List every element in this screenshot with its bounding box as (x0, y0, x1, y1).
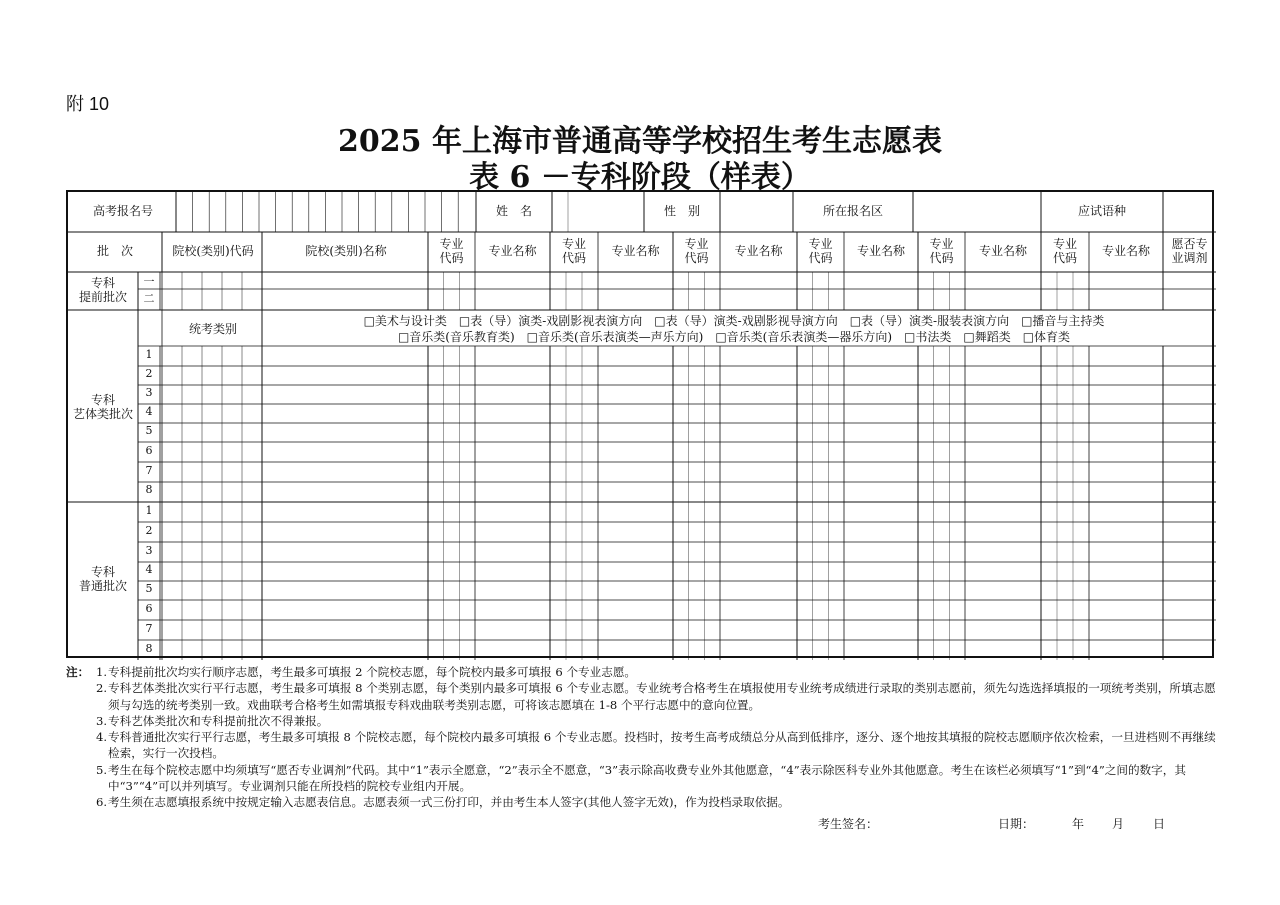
batch-column-header: 批 次 (96, 244, 133, 258)
year-label: 年 (1072, 817, 1085, 831)
major-name-column-header-4: 专业名称 (856, 244, 905, 258)
name-label: 姓 名 (495, 204, 532, 218)
art-row-4: 4 (145, 405, 153, 418)
major-code-column-header-5: 专业 代码 (929, 237, 954, 265)
form-title: 2025 年上海市普通高等学校招生考生志愿表 (338, 124, 942, 159)
early-row-2: 二 (143, 292, 155, 305)
day-label: 日 (1153, 817, 1166, 831)
note-item: 3. 专科艺体类批次和专科提前批次不得兼报。 (96, 713, 329, 728)
note-item: 2. 专科艺体类批次实行平行志愿，考生最多可填报 8 个类别志愿，每个类别内最多可填报 6 个专业志愿。专业统考合格考生在填报使用专业统考成绩进行录取的类别志愿前，须先勾选选择填报的一项统考类别，所填志愿须与勾选的统考类别一致。戏曲联考合格考生如需填报专科戏曲联考类别志愿，可将该志愿填在 1-8 个平行志愿中的意向位置。 (96, 681, 1216, 712)
note-item: 5. 考生在每个院校志愿中均须填写“愿否专业调剂”代码。其中“1”表示全愿意，“2”表示全不愿意，“3”表示除高收费专业外其他愿意，“4”表示除医科专业外其他愿意。考生在该栏必须填写“1”到“4”之间的数字，其中“3”“4”可以并列填写。专业调剂只能在所投档的院校专业组内开展。 (96, 762, 1186, 794)
art-row-7: 7 (145, 464, 153, 477)
early-batch-label: 专科 提前批次 (78, 276, 127, 304)
notes-section (66, 664, 1226, 811)
date-label: 日期： (998, 817, 1035, 831)
language-label: 应试语种 (1077, 204, 1126, 218)
art-row-5: 5 (145, 424, 153, 437)
region-label: 所在报名区 (822, 204, 883, 218)
art-row-2: 2 (145, 367, 153, 380)
general-row-1: 1 (145, 504, 153, 517)
art-category-options-line-1: □美术与设计类 □表（导）演类-戏剧影视表演方向 □表（导）演类-戏剧影视导演方向 □表（导）演类-服装表演方向 □播音与主持类 (363, 314, 1105, 328)
school-code-column-header: 院校(类别)代码 (172, 244, 254, 258)
art-row-8: 8 (145, 483, 153, 496)
general-row-6: 6 (145, 602, 153, 615)
month-label: 月 (1112, 817, 1125, 831)
major-code-column-header-3: 专业 代码 (684, 237, 709, 265)
general-batch-label: 专科 普通批次 (78, 565, 127, 593)
art-batch-label: 专科 艺体类批次 (72, 393, 133, 421)
note-item: 4. 专科普通批次实行平行志愿，考生最多可填报 8 个院校志愿，每个院校内最多可填报 6 个专业志愿。投档时，按考生高考成绩总分从高到低排序，逐分、逐个地按其填报的院校志愿顺序依次检索，一旦进档则不再继续检索，实行一次投档。 (96, 730, 1216, 761)
major-name-column-header-3: 专业名称 (734, 244, 783, 258)
art-category-options-line-2: □音乐类(音乐教育类) □音乐类(音乐表演类—声乐方向) □音乐类(音乐表演类—器乐方向) □书法类 □舞蹈类 □体育类 (397, 330, 1071, 344)
form-subtitle: 表 6 －专科阶段（样表） (469, 160, 811, 195)
school-name-column-header: 院校(类别)名称 (305, 244, 387, 258)
art-row-6: 6 (145, 444, 153, 457)
major-code-column-header-4: 专业 代码 (808, 237, 833, 265)
general-row-8: 8 (145, 642, 153, 655)
major-code-column-header-1: 专业 代码 (439, 237, 464, 265)
general-row-3: 3 (145, 544, 153, 557)
major-code-column-header-6: 专业 代码 (1052, 237, 1077, 265)
major-name-column-header-5: 专业名称 (978, 244, 1027, 258)
general-row-7: 7 (145, 622, 153, 635)
notes-heading: 注： (66, 665, 90, 679)
early-row-1: 一 (143, 275, 155, 288)
major-name-column-header-6: 专业名称 (1101, 244, 1150, 258)
major-code-column-header-2: 专业 代码 (561, 237, 586, 265)
general-row-4: 4 (145, 563, 153, 576)
general-row-2: 2 (145, 524, 153, 537)
art-row-1: 1 (145, 348, 153, 361)
application-form-table (66, 190, 1214, 658)
art-category-label: 统考类别 (188, 322, 237, 336)
major-name-column-header-1: 专业名称 (488, 244, 537, 258)
signature-label: 考生签名： (818, 817, 879, 831)
major-name-column-header-2: 专业名称 (611, 244, 660, 258)
note-item: 6. 考生须在志愿填报系统中按规定输入志愿表信息。志愿表须一式三份打印，并由考生本人签字(其他人签字无效)，作为投档录取依据。 (96, 795, 790, 810)
adjust-column-header: 愿否专 业调剂 (1171, 237, 1208, 265)
note-item: 注： 1. 专科提前批次均实行顺序志愿，考生最多可填报 2 个院校志愿，每个院校内最多可填报 6 个专业志愿。 (66, 665, 637, 679)
exam-no-label: 高考报名号 (92, 204, 153, 218)
art-row-3: 3 (145, 386, 153, 399)
appendix-label: 附 10 (66, 94, 110, 114)
gender-label: 性 别 (663, 204, 700, 218)
general-row-5: 5 (145, 582, 153, 595)
